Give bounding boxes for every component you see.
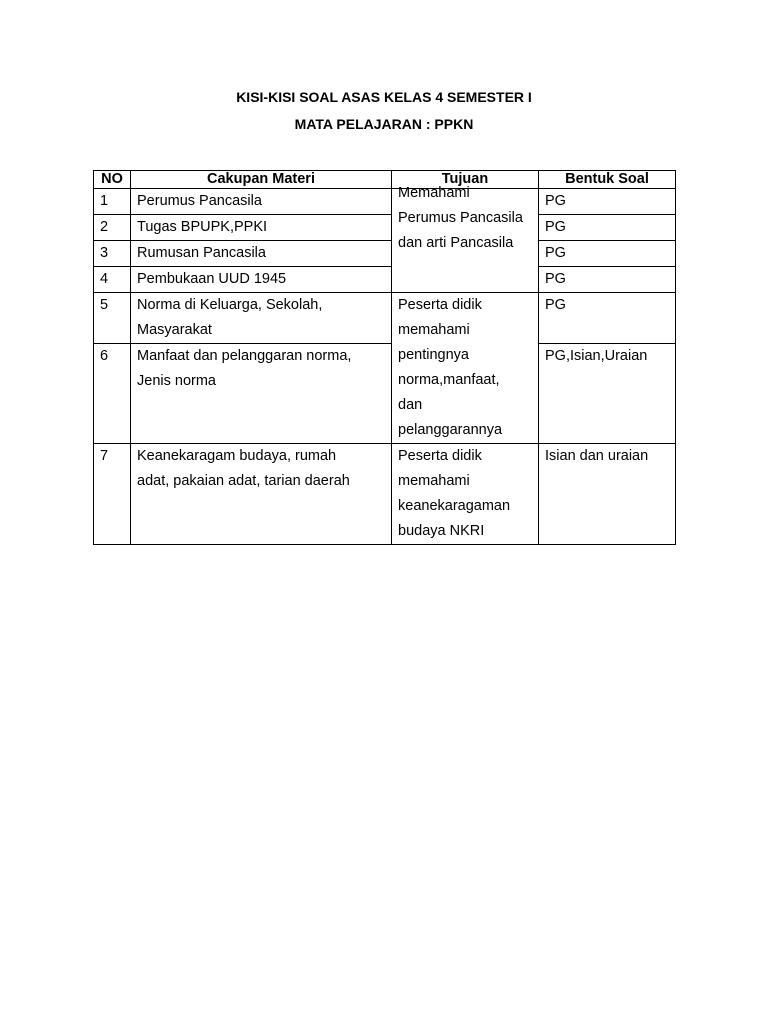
row-no: 3	[94, 241, 131, 267]
table-row	[94, 241, 676, 267]
table-row	[94, 267, 676, 293]
table-header-row	[94, 171, 676, 189]
tujuan-line: memahami	[398, 322, 470, 338]
header-tujuan: Tujuan	[392, 171, 539, 189]
header-bentuk: Bentuk Soal	[539, 171, 676, 189]
table-row	[94, 293, 676, 344]
kisi-kisi-table	[93, 170, 676, 545]
table-row	[94, 215, 676, 241]
tujuan-line: Perumus Pancasila	[398, 210, 523, 226]
materi-line: Masyarakat	[137, 322, 212, 338]
row-no: 6	[94, 344, 131, 444]
row-no: 7	[94, 444, 131, 545]
row-bentuk: PG	[539, 293, 676, 344]
tujuan-line: norma,manfaat,	[398, 372, 500, 388]
document-subtitle: MATA PELAJARAN : PPKN	[294, 116, 474, 132]
table-row	[94, 344, 676, 444]
tujuan-line: memahami	[398, 473, 470, 489]
row-tujuan	[392, 444, 539, 545]
row-bentuk: PG	[539, 189, 676, 215]
materi-line: Norma di Keluarga, Sekolah,	[137, 297, 323, 313]
tujuan-line: pentingnya	[398, 347, 469, 363]
tujuan-line: budaya NKRI	[398, 523, 485, 539]
row-no: 4	[94, 267, 131, 293]
materi-line: adat, pakaian adat, tarian daerah	[137, 473, 350, 489]
document-title: KISI-KISI SOAL ASAS KELAS 4 SEMESTER I	[236, 89, 532, 105]
row-materi: Tugas BPUPK,PPKI	[131, 215, 392, 241]
tujuan-line: Peserta didik	[398, 297, 482, 313]
row-materi	[131, 293, 392, 344]
row-tujuan	[392, 185, 539, 293]
row-materi	[131, 444, 392, 545]
row-bentuk: PG	[539, 241, 676, 267]
row-bentuk: Isian dan uraian	[539, 444, 676, 545]
row-no: 2	[94, 215, 131, 241]
tujuan-line: Peserta didik	[398, 448, 482, 464]
row-materi: Pembukaan UUD 1945	[131, 267, 392, 293]
table-row	[94, 189, 676, 215]
row-tujuan	[392, 293, 539, 444]
tujuan-line: dan arti Pancasila	[398, 235, 514, 251]
materi-line: Keanekaragam budaya, rumah	[137, 448, 337, 464]
materi-line: Manfaat dan pelanggaran norma,	[137, 348, 352, 364]
row-bentuk: PG	[539, 267, 676, 293]
row-materi: Rumusan Pancasila	[131, 241, 392, 267]
tujuan-line: Memahami	[398, 185, 470, 201]
tujuan-line: pelanggarannya	[398, 422, 503, 438]
row-materi: Perumus Pancasila	[131, 189, 392, 215]
row-bentuk: PG	[539, 215, 676, 241]
header-no: NO	[94, 171, 131, 189]
row-bentuk: PG,Isian,Uraian	[539, 344, 676, 444]
row-no: 1	[94, 189, 131, 215]
tujuan-line: keanekaragaman	[398, 498, 511, 514]
row-no: 5	[94, 293, 131, 344]
table-row	[94, 444, 676, 545]
tujuan-line: dan	[398, 397, 423, 413]
materi-line: Jenis norma	[137, 373, 216, 389]
header-materi: Cakupan Materi	[131, 171, 392, 189]
row-materi	[131, 344, 392, 444]
